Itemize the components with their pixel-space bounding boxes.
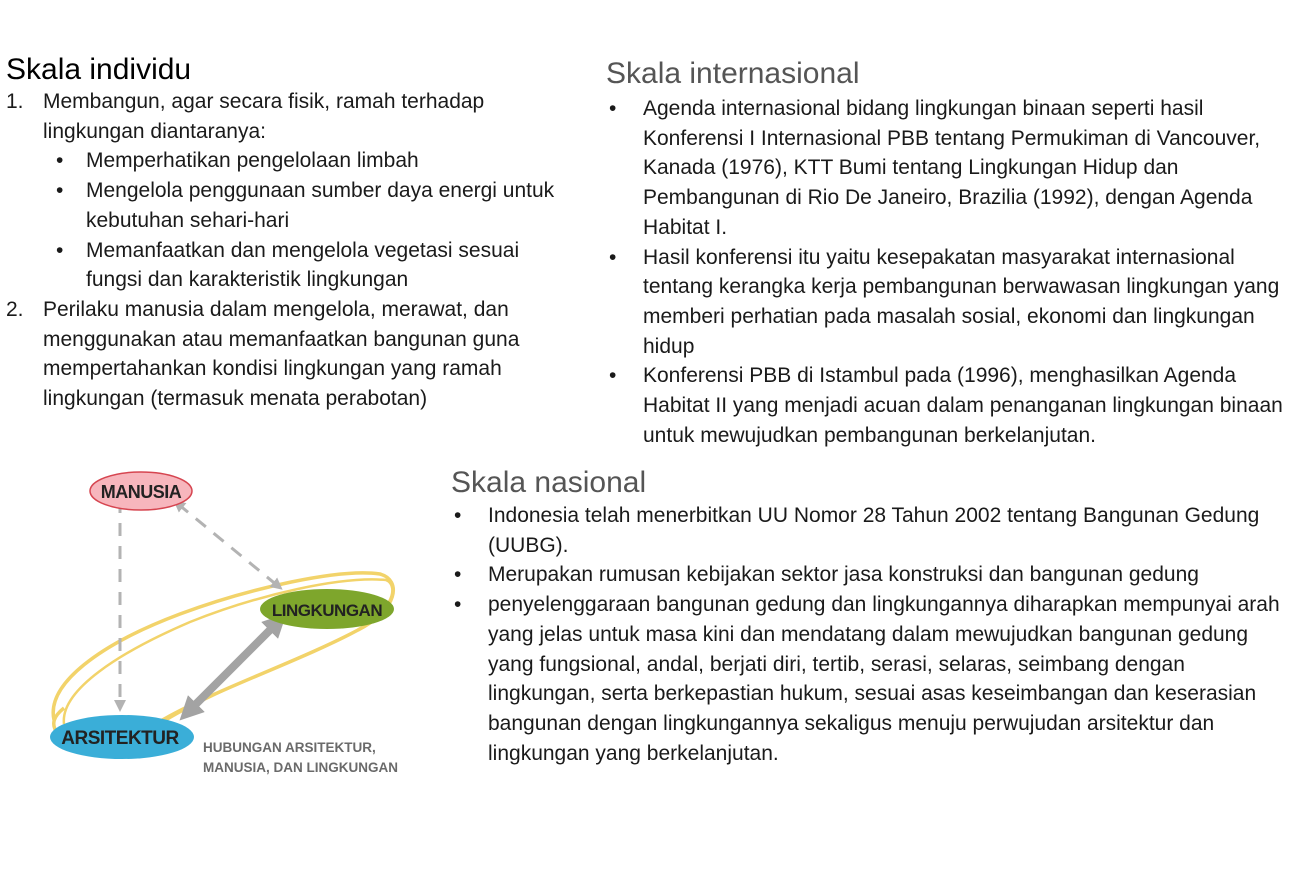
relationship-diagram [40, 462, 410, 782]
list-number: 2. [6, 297, 24, 321]
node-manusia-label: MANUSIA [100, 482, 182, 502]
heading-nasional: Skala nasional [451, 466, 647, 499]
list-item-text: Hasil konferensi itu yaitu kesepakatan masyarakat internasional tentang kerangka kerja pembangunan berwawasan lingkungan yang memberi perhatian pada masalah sosial, ekonomi dan lingkungan hidup [643, 245, 1280, 358]
diagram-caption-line-2: MANUSIA, DAN LINGKUNGAN [203, 760, 398, 775]
bullet-icon: • [56, 179, 64, 203]
arrow-arsitektur-lingkungan [188, 622, 278, 712]
nasional-list [451, 501, 1296, 768]
node-arsitektur [50, 715, 194, 759]
list-item-text: Indonesia telah menerbitkan UU Nomor 28 Tahun 2002 tentang Bangunan Gedung (UUBG). [488, 504, 1260, 557]
list-item [451, 560, 1296, 590]
bullet-icon: • [454, 593, 462, 617]
individu-item-2 [6, 295, 566, 414]
list-item [451, 501, 1296, 560]
internasional-list [606, 94, 1296, 450]
section-internasional [606, 57, 1296, 450]
bullet-icon: • [609, 245, 617, 269]
arrow-manusia-lingkungan [178, 504, 278, 586]
list-item [43, 146, 566, 176]
individu-item-2-text: Perilaku manusia dalam mengelola, merawat, dan menggunakan atau memanfaatkan bangunan guna mempertahankan kondisi lingkungan yang ramah lingkungan (termasuk menata perabotan) [43, 297, 520, 411]
bullet-icon: • [609, 364, 617, 388]
node-lingkungan-label: LINGKUNGAN [271, 601, 383, 620]
list-item-text: Merupakan rumusan kebijakan sektor jasa konstruksi dan bangunan gedung [488, 563, 1199, 587]
heading-internasional: Skala internasional [606, 57, 860, 90]
bullet-icon: • [454, 504, 462, 527]
list-item-text: Memanfaatkan dan mengelola vegetasi sesuai fungsi dan karakteristik lingkungan [86, 238, 520, 292]
list-item [451, 590, 1296, 768]
node-lingkungan [260, 589, 394, 629]
individu-list [6, 87, 566, 414]
heading-individu: Skala individu [6, 53, 192, 86]
bullet-icon: • [56, 238, 64, 262]
list-item [43, 236, 566, 295]
individu-sublist [43, 146, 566, 295]
bullet-icon: • [56, 149, 64, 173]
list-number: 1. [6, 90, 24, 113]
list-item-text: Konferensi PBB di Istambul pada (1996), menghasilkan Agenda Habitat II yang menjadi acuan dalam penanganan lingkungan binaan untuk mewujudkan pembangunan berkelanjutan. [643, 364, 1283, 447]
list-item [43, 176, 566, 235]
list-item-text: Mengelola penggunaan sumber daya energi untuk kebutuhan sehari-hari [86, 179, 555, 232]
node-arsitektur-label: ARSITEKTUR [61, 728, 179, 749]
individu-item-1-text: Membangun, agar secara fisik, ramah terhadap lingkungan diantaranya: [43, 90, 485, 143]
list-item-text: penyelenggaraan bangunan gedung dan lingkungannya diharapkan mempunyai arah yang jelas untuk masa kini dan mendatang dalam mewujudkan bangunan gedung yang fungsional, andal, berjati diri, tertib, serasi, selaras, seimbang dengan lingkungan, serta berkepastian hukum, sesuai asas keseimbangan dan keserasian bangunan dengan lingkungannya sekaligus menuju perwujudan arsitektur dan lingkungan yang berkelanjutan. [488, 593, 1280, 765]
list-item [606, 361, 1296, 450]
section-nasional [451, 466, 1296, 768]
list-item-text: Agenda internasional bidang lingkungan binaan seperti hasil Konferensi I Internasional PBB tentang Permukiman di Vancouver, Kanada (1976), KTT Bumi tentang Lingkungan Hidup dan Pembangunan di Rio De Janeiro, Brazilia (1992), dengan Agenda Habitat I. [643, 97, 1261, 239]
individu-item-1 [6, 87, 566, 295]
section-individu [6, 53, 566, 414]
list-item [606, 94, 1296, 243]
node-manusia [90, 472, 192, 510]
diagram-caption-line-1: HUBUNGAN ARSITEKTUR, [203, 740, 376, 755]
bullet-icon: • [454, 563, 462, 587]
bullet-icon: • [609, 97, 617, 120]
list-item-text: Memperhatikan pengelolaan limbah [86, 149, 419, 173]
list-item [606, 243, 1296, 362]
